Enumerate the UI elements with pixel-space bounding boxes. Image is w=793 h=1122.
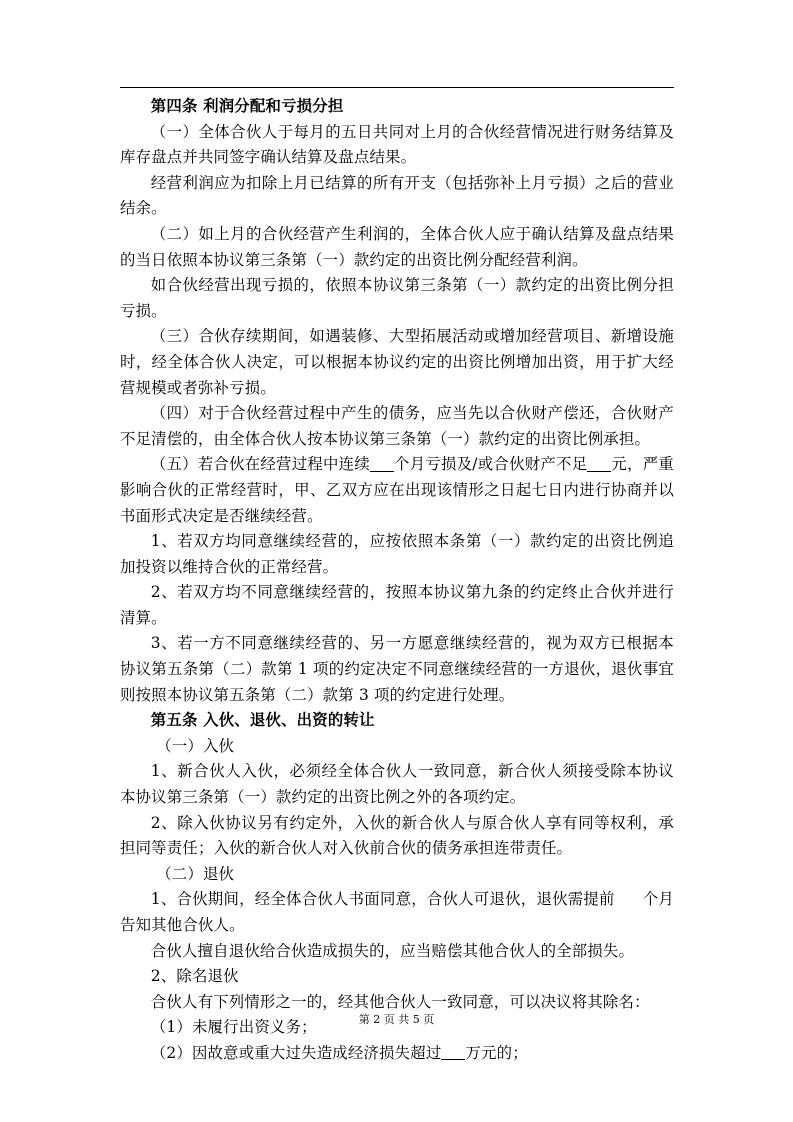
subheading: （一）入伙 xyxy=(156,736,235,755)
text-segment: 个月告知其他合伙人。 xyxy=(120,890,675,934)
paragraph: 2、若双方均不同意继续经营的，按照本协议第九条的约定终止合伙并进行清算。 xyxy=(120,583,674,627)
article-5-heading: 第五条 入伙、退伙、出资的转让 xyxy=(150,711,375,730)
paragraph: 合伙人擅自退伙给合伙造成损失的，应当赔偿其他合伙人的全部损失。 xyxy=(150,941,635,960)
paragraph: （二）如上月的合伙经营产生利润的，全体合伙人应于确认结算及盘点结果的当日依照本协议第三条第（一）款约定的出资比例分配经营利润。 xyxy=(120,224,674,269)
text-segment: 元，严重影响合伙的正常经营时，甲、乙双方应在出现该情形之日起七日内进行协商并以书面形式决定是否继续经营。 xyxy=(120,455,674,525)
paragraph: 3、若一方不同意继续经营的、另一方愿意继续经营的，视为双方已根据本协议第五条第（二）款第 1 项的约定决定不同意继续经营的一方退伙，退伙事宜则按照本协议第五条第（二）款第 3 项的约定进行处理。 xyxy=(120,634,674,704)
paragraph: （一）全体合伙人于每月的五日共同对上月的合伙经营情况进行财务结算及库存盘点并共同签字确认结算及盘点结果。 xyxy=(120,122,674,167)
text-segment: 1、合伙期间，经全体合伙人书面同意，合伙人可退伙，退伙需提前 xyxy=(150,890,615,909)
article-4-heading: 第四条 利润分配和亏损分担 xyxy=(150,97,344,115)
list-item-with-blank xyxy=(120,1041,674,1067)
subheading: （二）退伙 xyxy=(156,864,235,883)
paragraph-with-blanks xyxy=(120,452,674,529)
paragraph: 1、若双方均同意继续经营的，应按依照本条第（一）款约定的出资比例追加投资以维持合伙的正常经营。 xyxy=(120,532,674,576)
fill-in-blank xyxy=(370,455,394,471)
text-segment: 个月亏损及/或合伙财产不足 xyxy=(393,455,588,474)
document-body xyxy=(120,94,674,1067)
fill-in-blank xyxy=(587,455,611,471)
paragraph: （四）对于合伙经营过程中产生的债务，应当先以合伙财产偿还，合伙财产不足清偿的，由全体合伙人按本协议第三条第（一）款约定的出资比例承担。 xyxy=(120,404,674,448)
paragraph-with-gap xyxy=(120,887,674,938)
list-item: （1）未履行出资义务； xyxy=(150,1018,317,1037)
paragraph: 如合伙经营出现亏损的，依照本协议第三条第（一）款约定的出资比例分担亏损。 xyxy=(120,276,674,320)
text-segment: 万元的； xyxy=(465,1043,528,1062)
paragraph: 经营利润应为扣除上月已结算的所有开支（包括弥补上月亏损）之后的营业结余。 xyxy=(120,173,674,218)
text-segment: （五）若合伙在经营过程中连续 xyxy=(150,455,370,474)
paragraph: （三）合伙存续期间，如遇装修、大型拓展活动或增加经营项目、新增设施时，经全体合伙人决定，可以根据本协议约定的出资比例增加出资，用于扩大经营规模或者弥补亏损。 xyxy=(120,327,674,397)
paragraph: 合伙人有下列情形之一的，经其他合伙人一致同意，可以决议将其除名： xyxy=(150,992,650,1011)
paragraph: 2、除入伙协议另有约定外，入伙的新合伙人与原合伙人享有同等权利，承担同等责任；入伙的新合伙人对入伙前合伙的债务承担连带责任。 xyxy=(120,813,674,858)
page-footer: 第 2 页 共 5 页 xyxy=(358,1013,435,1026)
fill-in-blank xyxy=(441,1044,465,1060)
text-segment: （2）因故意或重大过失造成经济损失超过 xyxy=(150,1043,442,1062)
header-rule xyxy=(120,87,674,88)
paragraph: 1、新合伙人入伙，必须经全体合伙人一致同意，新合伙人须接受除本协议本协议第三条第（一）款约定的出资比例之外的各项约定。 xyxy=(120,762,674,807)
paragraph: 2、除名退伙 xyxy=(150,967,239,986)
